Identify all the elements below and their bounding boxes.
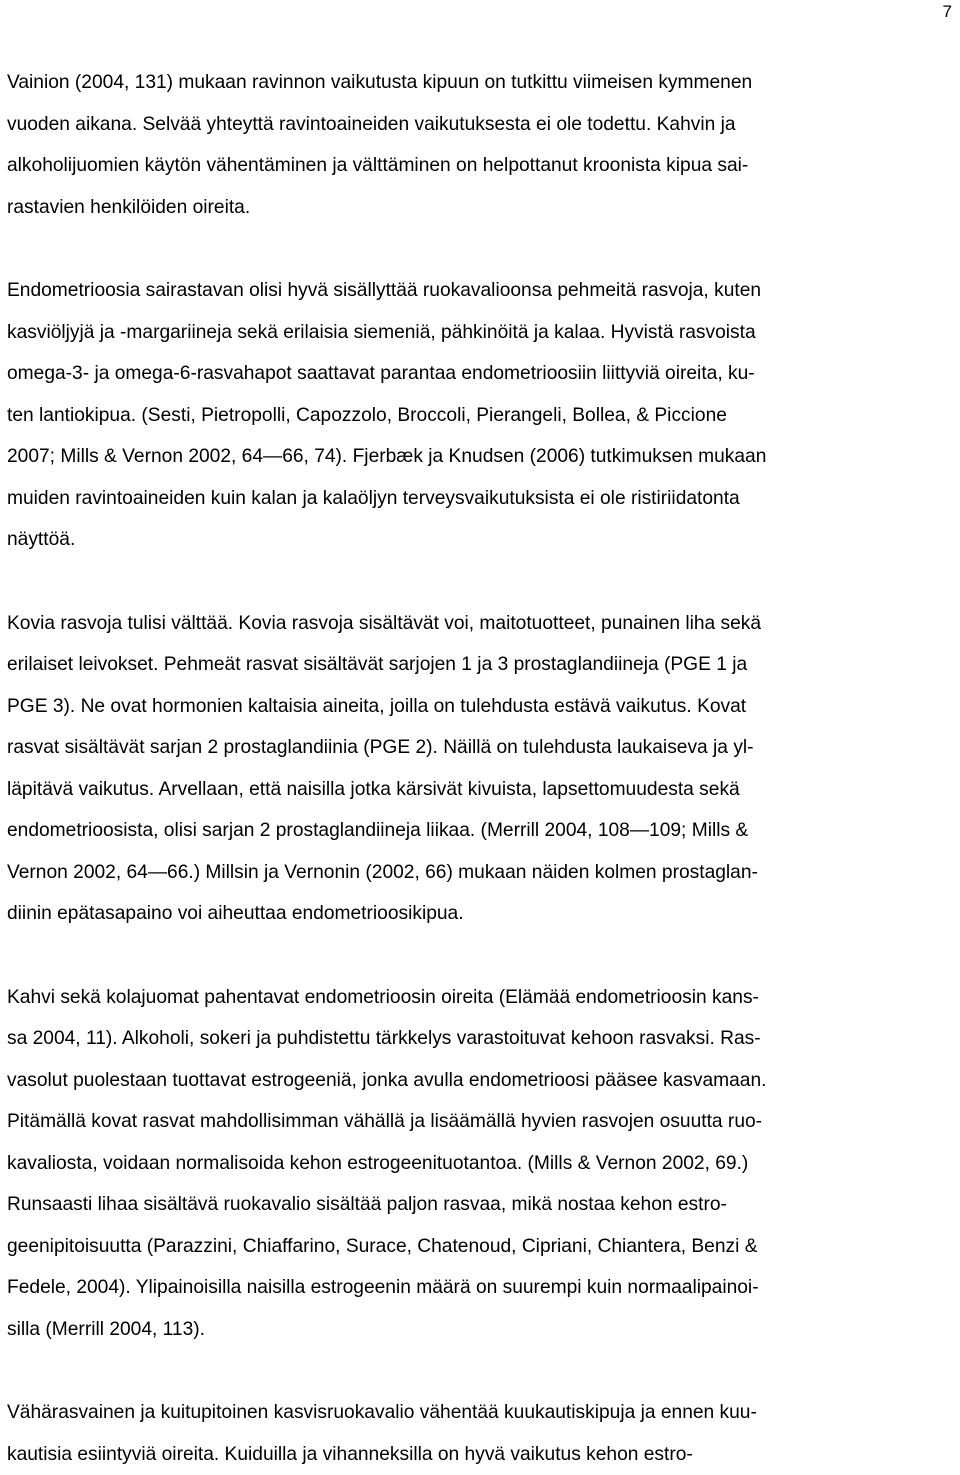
text-line: läpitävä vaikutus. Arvellaan, että naisilla jotka kärsivät kivuista, lapsettomuudesta sekä: [7, 769, 953, 811]
text-line: kasviöljyjä ja -margariineja sekä erilaisia siemeniä, pähkinöitä ja kalaa. Hyvistä rasvoista: [7, 312, 953, 354]
paragraph-diet-pain-research: [7, 62, 953, 228]
text-line: Vainion (2004, 131) mukaan ravinnon vaikutusta kipuun on tutkittu viimeisen kymmenen: [7, 62, 953, 104]
text-line: Runsaasti lihaa sisältävä ruokavalio sisältää paljon rasvaa, mikä nostaa kehon estro-: [7, 1184, 953, 1226]
text-line: 2007; Mills & Vernon 2002, 64—66, 74). Fjerbæk ja Knudsen (2006) tutkimuksen mukaan: [7, 436, 953, 478]
text-line: kavaliosta, voidaan normalisoida kehon estrogeenituotantoa. (Mills & Vernon 2002, 69.): [7, 1143, 953, 1185]
text-line: rasvat sisältävät sarjan 2 prostaglandiinia (PGE 2). Näillä on tulehdusta laukaiseva ja yl-: [7, 727, 953, 769]
text-line: omega-3- ja omega-6-rasvahapot saattavat parantaa endometrioosiin liittyviä oireita, ku-: [7, 353, 953, 395]
paragraph-spacer: [7, 228, 953, 270]
paragraph-soft-fats: [7, 270, 953, 561]
paragraph-spacer: [7, 1350, 953, 1392]
document-body: [7, 62, 953, 1475]
text-line: kautisia esiintyviä oireita. Kuiduilla ja vihanneksilla on hyvä vaikutus kehon estro-: [7, 1434, 953, 1475]
text-line: ten lantiokipua. (Sesti, Pietropolli, Capozzolo, Broccoli, Pierangeli, Bollea, & Piccione: [7, 395, 953, 437]
paragraph-hard-fats: [7, 603, 953, 935]
text-line: endometrioosista, olisi sarjan 2 prostaglandiineja liikaa. (Merrill 2004, 108—109; Mills &: [7, 810, 953, 852]
text-line: Endometrioosia sairastavan olisi hyvä sisällyttää ruokavalioonsa pehmeitä rasvoja, kuten: [7, 270, 953, 312]
text-line: näyttöä.: [7, 519, 953, 561]
text-line: PGE 3). Ne ovat hormonien kaltaisia aineita, joilla on tulehdusta estävä vaikutus. Kovat: [7, 686, 953, 728]
text-line: silla (Merrill 2004, 113).: [7, 1309, 953, 1351]
text-line: muiden ravintoaineiden kuin kalan ja kalaöljyn terveysvaikutuksista ei ole ristiriidatonta: [7, 478, 953, 520]
text-line: vasolut puolestaan tuottavat estrogeeniä, jonka avulla endometrioosi pääsee kasvamaan.: [7, 1060, 953, 1102]
text-line: alkoholijuomien käytön vähentäminen ja välttäminen on helpottanut kroonista kipua sai-: [7, 145, 953, 187]
text-line: Kahvi sekä kolajuomat pahentavat endometrioosin oireita (Elämää endometrioosin kans-: [7, 977, 953, 1019]
paragraph-spacer: [7, 935, 953, 977]
text-line: Kovia rasvoja tulisi välttää. Kovia rasvoja sisältävät voi, maitotuotteet, punainen liha sekä: [7, 603, 953, 645]
paragraph-vegetarian-diet: [7, 1392, 953, 1475]
text-line: sa 2004, 11). Alkoholi, sokeri ja puhdistettu tärkkelys varastoituvat kehoon rasvaksi. Ras-: [7, 1018, 953, 1060]
text-line: diinin epätasapaino voi aiheuttaa endometrioosikipua.: [7, 893, 953, 935]
paragraph-coffee-estrogen: [7, 977, 953, 1351]
text-line: geenipitoisuutta (Parazzini, Chiaffarino, Surace, Chatenoud, Cipriani, Chiantera, Benzi &: [7, 1226, 953, 1268]
paragraph-spacer: [7, 561, 953, 603]
text-line: rastavien henkilöiden oireita.: [7, 187, 953, 229]
text-line: erilaiset leivokset. Pehmeät rasvat sisältävät sarjojen 1 ja 3 prostaglandiineja (PGE 1 ja: [7, 644, 953, 686]
text-line: vuoden aikana. Selvää yhteyttä ravintoaineiden vaikutuksesta ei ole todettu. Kahvin ja: [7, 104, 953, 146]
text-line: Vernon 2002, 64—66.) Millsin ja Vernonin (2002, 66) mukaan näiden kolmen prostaglan-: [7, 852, 953, 894]
page-number: 7: [943, 2, 952, 22]
text-line: Vähärasvainen ja kuitupitoinen kasvisruokavalio vähentää kuukautiskipuja ja ennen kuu-: [7, 1392, 953, 1434]
text-line: Pitämällä kovat rasvat mahdollisimman vähällä ja lisäämällä hyvien rasvojen osuutta ruo-: [7, 1101, 953, 1143]
text-line: Fedele, 2004). Ylipainoisilla naisilla estrogeenin määrä on suurempi kuin normaalipainoi-: [7, 1267, 953, 1309]
